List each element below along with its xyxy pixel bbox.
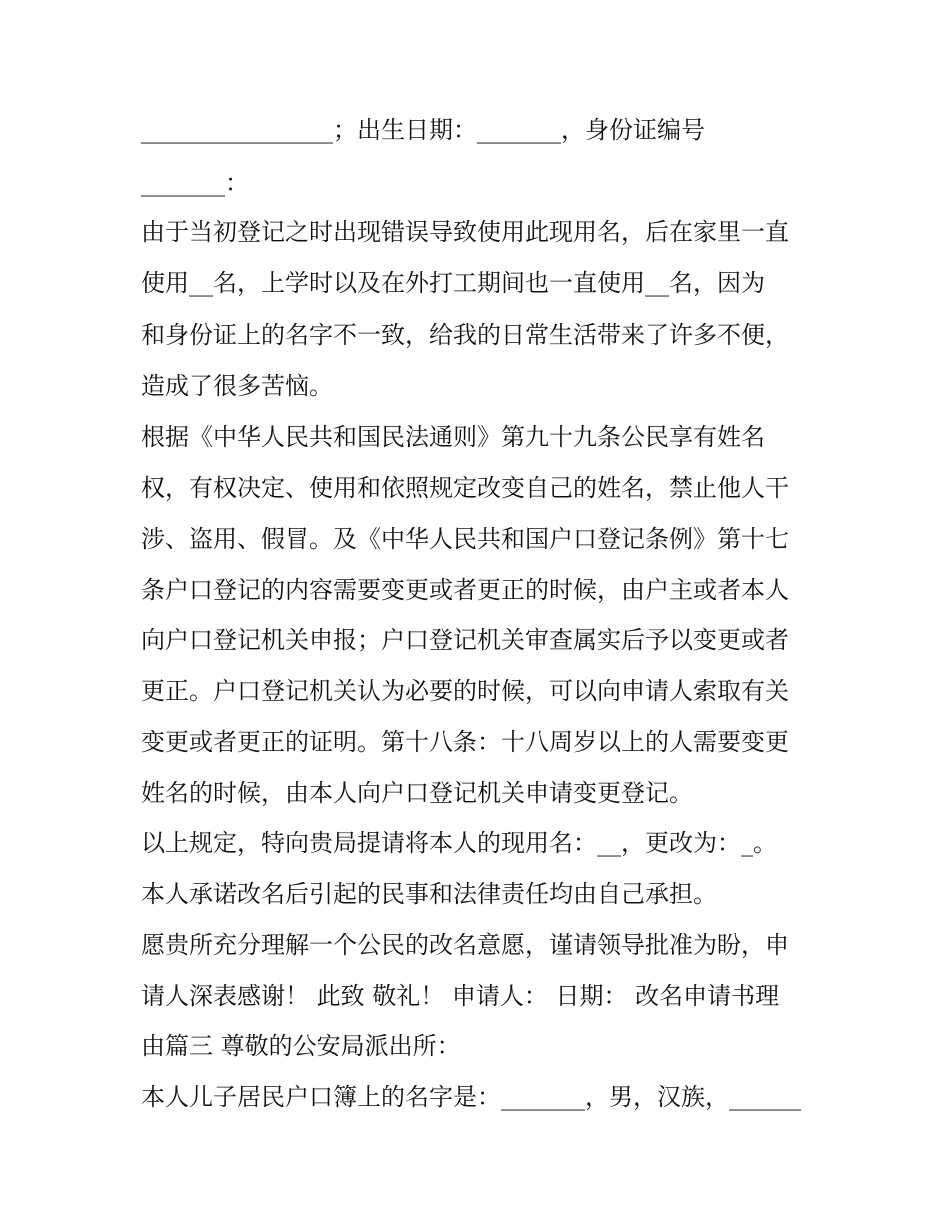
text-line: 本人承诺改名后引起的民事和法律责任均由自己承担。 (141, 880, 717, 908)
text-line: _______： (141, 169, 249, 197)
text-line: 愿贵所充分理解一个公民的改名意愿，谨请领导批准为盼，申 (141, 931, 789, 959)
text-line: 根据《中华人民共和国民法通则》第九十九条公民享有姓名 (141, 423, 765, 451)
text-line: 变更或者更正的证明。第十八条：十八周岁以上的人需要变更 (141, 728, 789, 756)
text-line: 涉、盗用、假冒。及《中华人民共和国户口登记条例》第十七 (141, 525, 789, 553)
text-line: 本人儿子居民户口簿上的名字是：_______，男，汉族，______ (141, 1083, 801, 1111)
text-line: 由篇三 尊敬的公安局派出所： (141, 1032, 461, 1060)
text-line: 更正。户口登记机关认为必要的时候，可以向申请人索取有关 (141, 677, 789, 705)
text-line: 由于当初登记之时出现错误导致使用此现用名，后在家里一直 (141, 218, 789, 246)
text-line: 造成了很多苦恼。 (141, 372, 333, 400)
text-line: 向户口登记机关申报；户口登记机关审查属实后予以变更或者 (141, 626, 789, 654)
text-line: 姓名的时候，由本人向户口登记机关申请变更登记。 (141, 779, 693, 807)
text-line: 条户口登记的内容需要变更或者更正的时候，由户主或者本人 (141, 576, 789, 604)
text-line: 请人深表感谢！ 此致 敬礼！ 申请人： 日期： 改名申请书理 (141, 982, 780, 1010)
text-line: 权，有权决定、使用和依照规定改变自己的姓名，禁止他人干 (141, 474, 789, 502)
text-line: 使用__名，上学时以及在外打工期间也一直使用__名，因为 (141, 269, 765, 297)
text-line: ________________；出生日期：_______，身份证编号 (141, 116, 705, 144)
text-line: 以上规定，特向贵局提请将本人的现用名：__，更改为：_。 (141, 829, 777, 857)
text-line: 和身份证上的名字不一致，给我的日常生活带来了许多不便， (141, 321, 789, 349)
